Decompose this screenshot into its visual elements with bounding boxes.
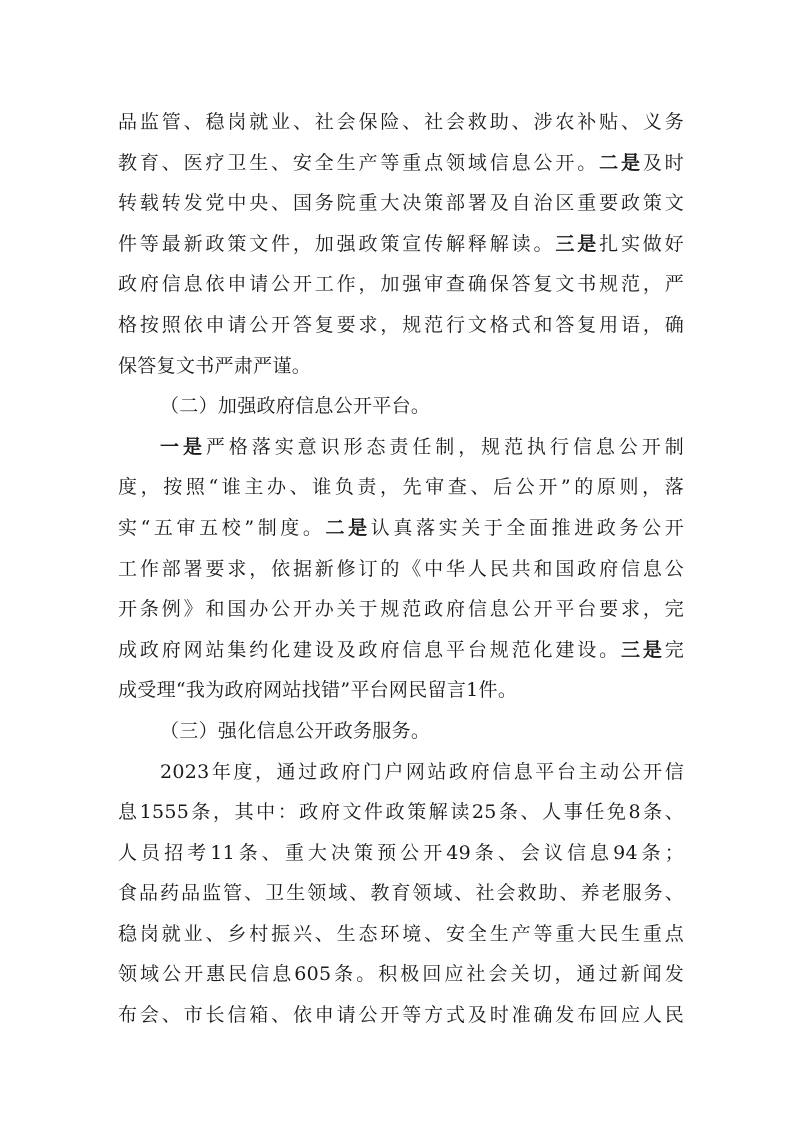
text-line: 教育、医疗卫生、安全生产等重点领域信息公开。二是及时 (118, 151, 684, 174)
section-heading: （三）强化信息公开政务服务。 (160, 719, 431, 742)
paragraph-1 (118, 102, 684, 386)
text-line: 领域公开惠民信息605条。积极回应社会关切，通过新闻发 (118, 963, 684, 986)
text-line: 成政府网站集约化建设及政府信息平台规范化建设。三是完 (118, 638, 684, 661)
text-line: 人员招考11条、重大决策预公开49条、会议信息94条； (118, 841, 684, 864)
text-line: 政府信息依申请公开工作，加强审查确保答复文书规范，严 (118, 273, 684, 296)
document-body (118, 102, 684, 1036)
text-line: 格按照依申请公开答复要求，规范行文格式和答复用语，确 (118, 313, 684, 336)
text-line: 转载转发党中央、国务院重大决策部署及自治区重要政策文 (118, 192, 684, 215)
emphasis-label: 三是 (620, 638, 665, 661)
text-line: 息1555条，其中：政府文件政策解读25条、人事任免8条、 (118, 801, 684, 824)
text-line: 稳岗就业、乡村振兴、生态环境、安全生产等重大民生重点 (118, 922, 684, 945)
text-line: 成受理“我为政府网站找错”平台网民留言1件。 (118, 679, 518, 702)
text-line: 一是严格落实意识形态责任制，规范执行信息公开制 (160, 435, 684, 458)
emphasis-label: 二是 (599, 151, 643, 174)
emphasis-label: 一是 (160, 435, 206, 458)
text-line: 布会、市长信箱、依申请公开等方式及时准确发布回应人民 (118, 1004, 684, 1027)
text-line: 工作部署要求，依据新修订的《中华人民共和国政府信息公 (118, 557, 684, 580)
text-line: 保答复文书严肃严谨。 (118, 354, 312, 377)
emphasis-label: 二是 (325, 516, 371, 539)
text-line: 开条例》和国办公开办关于规范政府信息公开平台要求，完 (118, 598, 684, 621)
text-line: 品监管、稳岗就业、社会保险、社会救助、涉农补贴、义务 (118, 111, 684, 133)
paragraph-3 (118, 752, 684, 1036)
emphasis-label: 三是 (555, 232, 600, 255)
text-line: 实“五审五校”制度。二是认真落实关于全面推进政务公开 (118, 516, 684, 539)
paragraph-2 (118, 427, 684, 711)
text-line: 2023年度，通过政府门户网站政府信息平台主动公开信 (160, 760, 684, 783)
text-line: 食品药品监管、卫生领域、教育领域、社会救助、养老服务、 (118, 882, 684, 905)
text-line: 件等最新政策文件，加强政策宣传解释解读。三是扎实做好 (118, 232, 684, 255)
section-heading: （二）加强政府信息公开平台。 (160, 395, 431, 418)
text-line: 度，按照“谁主办、谁负责，先审查、后公开”的原则，落 (118, 476, 684, 499)
